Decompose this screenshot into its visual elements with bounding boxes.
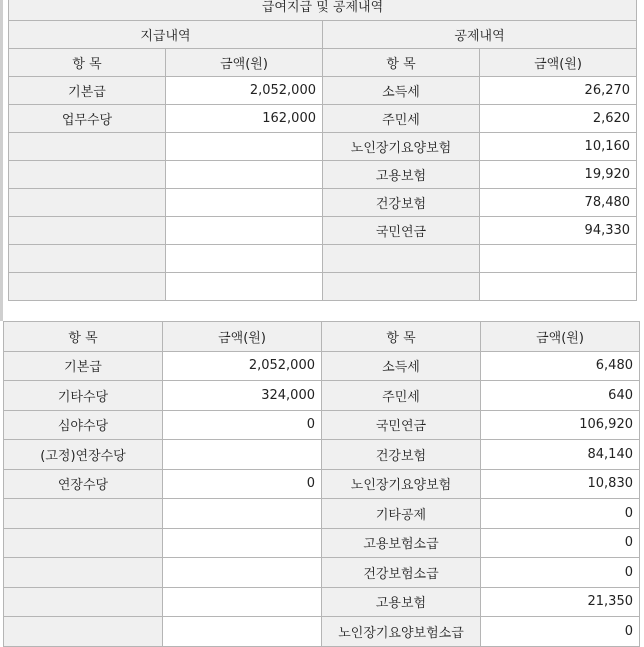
table-row bbox=[4, 587, 640, 617]
deduct-amount-cell[interactable]: 0 bbox=[481, 558, 640, 588]
pay-item-cell bbox=[4, 528, 163, 558]
pay-item-cell: 심야수당 bbox=[4, 410, 163, 440]
title-row bbox=[9, 0, 637, 21]
pay-item-cell: 기본급 bbox=[9, 77, 166, 105]
pay-item-cell bbox=[9, 189, 166, 217]
pay-amount-cell[interactable]: 0 bbox=[163, 410, 322, 440]
pay-item-cell bbox=[4, 558, 163, 588]
pay-amount-cell[interactable] bbox=[163, 499, 322, 529]
deduct-amount-header: 금액(원) bbox=[480, 49, 637, 77]
pay-amount-cell[interactable]: 0 bbox=[163, 469, 322, 499]
pay-item-header: 항 목 bbox=[9, 49, 166, 77]
table-row bbox=[4, 440, 640, 470]
deduct-item-cell: 건강보험 bbox=[322, 440, 481, 470]
pay-item-cell bbox=[9, 217, 166, 245]
table-title: 급여지급 및 공제내역 bbox=[9, 0, 637, 21]
table-row bbox=[9, 245, 637, 273]
pay-item-cell: (고정)연장수당 bbox=[4, 440, 163, 470]
pay-amount-header: 금액(원) bbox=[166, 49, 323, 77]
deduct-item-cell: 고용보험소급 bbox=[322, 528, 481, 558]
pay-amount-cell[interactable] bbox=[166, 189, 323, 217]
deduct-item-cell: 소득세 bbox=[323, 77, 480, 105]
deduct-amount-cell[interactable]: 10,160 bbox=[480, 133, 637, 161]
deduct-item-cell: 소득세 bbox=[322, 351, 481, 381]
pay-item-cell bbox=[9, 133, 166, 161]
deduct-item-cell: 국민연금 bbox=[322, 410, 481, 440]
pay-amount-cell[interactable] bbox=[166, 133, 323, 161]
column-header-row bbox=[9, 49, 637, 77]
section-row bbox=[9, 21, 637, 49]
table-row bbox=[9, 217, 637, 245]
deduct-amount-cell[interactable]: 640 bbox=[481, 381, 640, 411]
deduct-amount-header: 금액(원) bbox=[481, 322, 640, 352]
deduct-section-header: 공제내역 bbox=[323, 21, 637, 49]
deduct-amount-cell[interactable]: 6,480 bbox=[481, 351, 640, 381]
deduct-amount-cell[interactable]: 0 bbox=[481, 617, 640, 647]
column-header-row bbox=[4, 322, 640, 352]
deduct-amount-cell[interactable]: 0 bbox=[481, 499, 640, 529]
pay-amount-cell[interactable]: 2,052,000 bbox=[166, 77, 323, 105]
deduct-item-header: 항 목 bbox=[323, 49, 480, 77]
deduct-amount-cell[interactable]: 0 bbox=[481, 528, 640, 558]
bottom-payslip-table bbox=[3, 321, 640, 647]
pay-amount-header: 금액(원) bbox=[163, 322, 322, 352]
pay-amount-cell[interactable] bbox=[166, 245, 323, 273]
table-row bbox=[4, 351, 640, 381]
deduct-amount-cell[interactable] bbox=[480, 273, 637, 301]
deduct-amount-cell[interactable]: 78,480 bbox=[480, 189, 637, 217]
table-row bbox=[4, 499, 640, 529]
pay-item-cell bbox=[9, 245, 166, 273]
table-row bbox=[4, 469, 640, 499]
table-row bbox=[4, 410, 640, 440]
pay-section-header: 지급내역 bbox=[9, 21, 323, 49]
table-row bbox=[9, 273, 637, 301]
table-row bbox=[4, 528, 640, 558]
pay-amount-cell[interactable] bbox=[166, 161, 323, 189]
pay-item-cell bbox=[4, 587, 163, 617]
left-frame-edge bbox=[0, 0, 3, 321]
deduct-item-cell: 국민연금 bbox=[323, 217, 480, 245]
pay-item-cell: 업무수당 bbox=[9, 105, 166, 133]
pay-amount-cell[interactable]: 324,000 bbox=[163, 381, 322, 411]
pay-item-cell bbox=[4, 617, 163, 647]
pay-item-cell bbox=[4, 499, 163, 529]
table-row bbox=[4, 558, 640, 588]
pay-amount-cell[interactable] bbox=[163, 440, 322, 470]
pay-item-cell bbox=[9, 161, 166, 189]
deduct-item-cell bbox=[323, 245, 480, 273]
table-row bbox=[9, 77, 637, 105]
table-row bbox=[4, 617, 640, 647]
table-row bbox=[9, 105, 637, 133]
deduct-amount-cell[interactable]: 19,920 bbox=[480, 161, 637, 189]
deduct-amount-cell[interactable] bbox=[480, 245, 637, 273]
pay-amount-cell[interactable]: 2,052,000 bbox=[163, 351, 322, 381]
pay-item-cell: 기타수당 bbox=[4, 381, 163, 411]
deduct-item-cell: 고용보험 bbox=[322, 587, 481, 617]
deduct-amount-cell[interactable]: 84,140 bbox=[481, 440, 640, 470]
deduct-amount-cell[interactable]: 26,270 bbox=[480, 77, 637, 105]
pay-amount-cell[interactable] bbox=[163, 587, 322, 617]
table-row bbox=[4, 381, 640, 411]
pay-amount-cell[interactable] bbox=[166, 217, 323, 245]
top-payslip-table bbox=[8, 0, 637, 301]
table-row bbox=[9, 189, 637, 217]
deduct-amount-cell[interactable]: 2,620 bbox=[480, 105, 637, 133]
pay-amount-cell[interactable] bbox=[163, 617, 322, 647]
pay-amount-cell[interactable] bbox=[166, 273, 323, 301]
deduct-item-cell: 건강보험소급 bbox=[322, 558, 481, 588]
deduct-item-cell: 노인장기요양보험 bbox=[322, 469, 481, 499]
deduct-item-cell: 기타공제 bbox=[322, 499, 481, 529]
deduct-amount-cell[interactable]: 21,350 bbox=[481, 587, 640, 617]
table-row bbox=[9, 161, 637, 189]
deduct-item-cell: 노인장기요양보험 bbox=[323, 133, 480, 161]
pay-item-header: 항 목 bbox=[4, 322, 163, 352]
deduct-item-cell: 건강보험 bbox=[323, 189, 480, 217]
pay-amount-cell[interactable] bbox=[163, 528, 322, 558]
deduct-item-header: 항 목 bbox=[322, 322, 481, 352]
deduct-amount-cell[interactable]: 94,330 bbox=[480, 217, 637, 245]
deduct-item-cell: 노인장기요양보험소급 bbox=[322, 617, 481, 647]
pay-amount-cell[interactable] bbox=[163, 558, 322, 588]
pay-item-cell bbox=[9, 273, 166, 301]
deduct-amount-cell[interactable]: 106,920 bbox=[481, 410, 640, 440]
deduct-item-cell: 주민세 bbox=[322, 381, 481, 411]
deduct-amount-cell[interactable]: 10,830 bbox=[481, 469, 640, 499]
table-row bbox=[9, 133, 637, 161]
pay-item-cell: 기본급 bbox=[4, 351, 163, 381]
deduct-item-cell bbox=[323, 273, 480, 301]
pay-amount-cell[interactable]: 162,000 bbox=[166, 105, 323, 133]
deduct-item-cell: 고용보험 bbox=[323, 161, 480, 189]
deduct-item-cell: 주민세 bbox=[323, 105, 480, 133]
pay-item-cell: 연장수당 bbox=[4, 469, 163, 499]
